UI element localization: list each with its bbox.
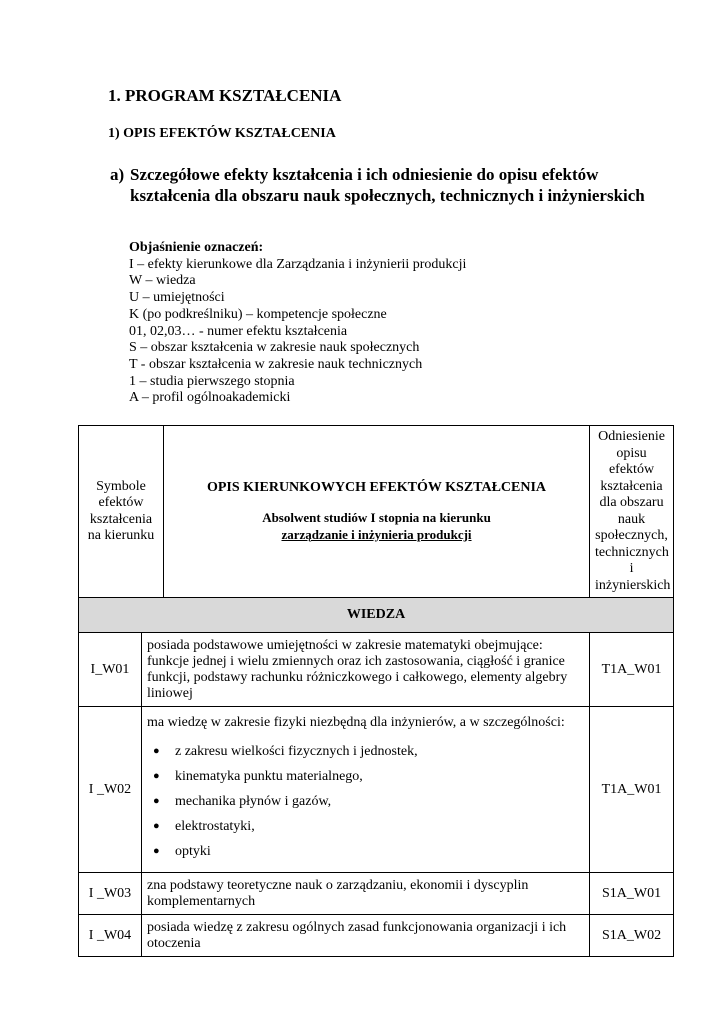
section-heading: 1. PROGRAM KSZTAŁCENIA: [108, 86, 342, 105]
table-row: [79, 707, 674, 873]
table-row: [79, 633, 674, 707]
bullet-icon: ●: [153, 820, 160, 832]
header-description-subtitle: Absolwent studiów I stopnia na kierunku: [262, 509, 491, 525]
table-row: [79, 915, 674, 957]
table-header-row: [79, 426, 674, 598]
legend-line: I – efekty kierunkowe dla Zarządzania i inżynierii produkcji: [129, 256, 467, 272]
bullet-icon: ●: [153, 770, 160, 782]
subsection-heading: 1) OPIS EFEKTÓW KSZTAŁCENIA: [108, 126, 336, 141]
heading-label: a): [110, 165, 125, 184]
legend-line: T - obszar kształcenia w zakresie nauk technicznych: [129, 356, 423, 372]
row-symbol: I _W03: [79, 873, 142, 915]
bullet-icon: ●: [153, 795, 160, 807]
header-symbols: Symbole efektów kształcenia na kierunku: [79, 426, 164, 598]
legend-title: Objaśnienie oznaczeń:: [129, 240, 264, 255]
legend-line: S – obszar kształcenia w zakresie nauk społecznych: [129, 340, 420, 356]
learning-outcomes-table: [78, 425, 674, 957]
legend: [129, 240, 629, 407]
list-item: ● mechanika płynów i gazów,: [175, 789, 584, 814]
legend-line: K (po podkreślniku) – kompetencje społeczne: [129, 306, 387, 322]
legend-line: U – umiejętności: [129, 290, 225, 306]
section-row: [79, 598, 674, 633]
bullet-list: [147, 739, 584, 864]
legend-line: 1 – studia pierwszego stopnia: [129, 373, 295, 389]
row-symbol: I _W04: [79, 915, 142, 957]
row-symbol: I_W01: [79, 633, 142, 707]
row-reference: S1A_W01: [590, 873, 674, 915]
legend-line: A – profil ogólnoakademicki: [129, 390, 291, 406]
row-description-text: ma wiedzę w zakresie fizyki niezbędną dla inżynierów, a w szczególności:: [147, 715, 565, 730]
list-item: ● elektrostatyki,: [175, 814, 584, 839]
row-description: posiada wiedzę z zakresu ogólnych zasad funkcjonowania organizacji i ich otoczenia: [142, 915, 590, 957]
row-description: zna podstawy teoretyczne nauk o zarządzaniu, ekonomii i dyscyplin komplementarnych: [142, 873, 590, 915]
list-item: ● optyki: [175, 839, 584, 864]
row-reference: S1A_W02: [590, 915, 674, 957]
section-wiedza: WIEDZA: [79, 598, 674, 633]
row-reference: T1A_W01: [590, 707, 674, 873]
header-description: [164, 426, 590, 598]
row-reference: T1A_W01: [590, 633, 674, 707]
table-row: [79, 873, 674, 915]
header-reference: Odniesienie opisu efektów kształcenia dla obszaru nauk społecznych, technicznych i inżynierskich: [590, 426, 674, 598]
legend-line: 01, 02,03… - numer efektu kształcenia: [129, 323, 348, 339]
row-description: posiada podstawowe umiejętności w zakresie matematyki obejmujące: funkcje jednej i wielu zmiennych oraz ich zastosowania, ciągłość i granice funkcji, podstawy rachunku różniczkowego i całkowego, elementy algebry liniowej: [142, 633, 590, 707]
header-description-title: OPIS KIERUNKOWYCH EFEKTÓW KSZTAŁCENIA: [206, 480, 547, 496]
bullet-icon: ●: [153, 845, 160, 857]
heading-text: Szczegółowe efekty kształcenia i ich odniesienie do opisu efektów kształcenia dla obszaru nauk społecznych, technicznych i inżynierskich: [130, 165, 645, 205]
list-item: ● z zakresu wielkości fizycznych i jednostek,: [175, 739, 584, 764]
legend-line: W – wiedza: [129, 273, 196, 289]
row-description: [142, 707, 590, 873]
header-description-major: zarządzanie i inżynieria produkcji: [281, 526, 472, 542]
bullet-icon: ●: [153, 745, 160, 757]
list-item: ● kinematyka punktu materialnego,: [175, 764, 584, 789]
row-symbol: I _W02: [79, 707, 142, 873]
